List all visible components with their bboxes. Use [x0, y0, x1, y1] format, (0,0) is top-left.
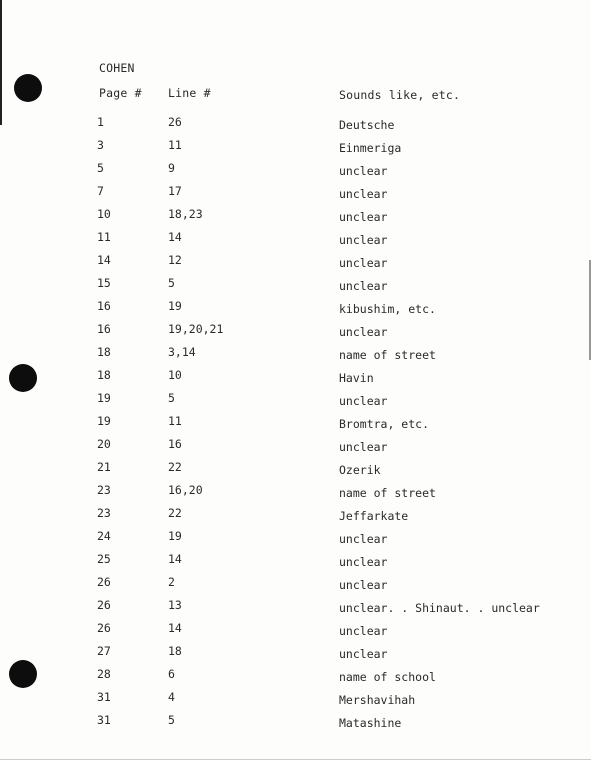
- cell-line-number: 5: [168, 276, 175, 290]
- cell-sounds-like: name of school: [339, 670, 436, 684]
- cell-line-number: 13: [168, 598, 182, 612]
- cell-line-number: 11: [168, 138, 182, 152]
- cell-page-number: 26: [97, 598, 111, 612]
- table-row: [0, 299, 591, 315]
- cell-sounds-like: unclear: [339, 210, 388, 224]
- cell-page-number: 16: [97, 299, 111, 313]
- table-row: [0, 253, 591, 269]
- cell-page-number: 7: [97, 184, 104, 198]
- cell-sounds-like: unclear: [339, 624, 388, 638]
- cell-line-number: 12: [168, 253, 182, 267]
- table-row: [0, 138, 591, 154]
- cell-sounds-like: unclear: [339, 233, 388, 247]
- cell-page-number: 26: [97, 575, 111, 589]
- table-row: [0, 115, 591, 131]
- cell-sounds-like: Jeffarkate: [339, 509, 409, 523]
- cell-page-number: 18: [97, 345, 111, 359]
- cell-sounds-like: unclear: [339, 555, 388, 569]
- cell-page-number: 23: [97, 483, 111, 497]
- table-row: [0, 621, 591, 637]
- cell-line-number: 2: [168, 575, 175, 589]
- cell-sounds-like: Mershavihah: [339, 693, 416, 707]
- cell-line-number: 18,23: [168, 207, 203, 221]
- cell-page-number: 24: [97, 529, 111, 543]
- cell-sounds-like: Einmeriga: [339, 141, 402, 155]
- cell-line-number: 9: [168, 161, 175, 175]
- cell-page-number: 19: [97, 414, 111, 428]
- cell-line-number: 11: [168, 414, 182, 428]
- cell-page-number: 31: [97, 690, 111, 704]
- table-row: [0, 230, 591, 246]
- document-title: COHEN: [99, 61, 135, 75]
- cell-sounds-like: unclear: [339, 164, 388, 178]
- cell-sounds-like: name of street: [339, 486, 436, 500]
- cell-line-number: 10: [168, 368, 182, 382]
- cell-sounds-like: Matashine: [339, 716, 402, 730]
- cell-line-number: 17: [168, 184, 182, 198]
- cell-page-number: 16: [97, 322, 111, 336]
- cell-line-number: 14: [168, 621, 182, 635]
- table-row: [0, 690, 591, 706]
- table-row: [0, 506, 591, 522]
- cell-sounds-like: Bromtra, etc.: [339, 417, 430, 431]
- cell-line-number: 4: [168, 690, 175, 704]
- cell-sounds-like: Deutsche: [339, 118, 395, 132]
- cell-sounds-like: unclear: [339, 187, 388, 201]
- cell-line-number: 22: [168, 460, 182, 474]
- cell-line-number: 19: [168, 299, 182, 313]
- cell-page-number: 19: [97, 391, 111, 405]
- cell-page-number: 18: [97, 368, 111, 382]
- cell-sounds-like: Ozerik: [339, 463, 381, 477]
- cell-sounds-like: unclear: [339, 279, 388, 293]
- cell-sounds-like: unclear: [339, 647, 388, 661]
- cell-line-number: 14: [168, 552, 182, 566]
- table-row: [0, 437, 591, 453]
- table-row: [0, 161, 591, 177]
- cell-line-number: 5: [168, 713, 175, 727]
- table-row: [0, 460, 591, 476]
- table-row: [0, 184, 591, 200]
- cell-line-number: 19,20,21: [168, 322, 224, 336]
- cell-sounds-like: unclear: [339, 578, 388, 592]
- cell-line-number: 14: [168, 230, 182, 244]
- cell-page-number: 3: [97, 138, 104, 152]
- header-line-number: Line #: [168, 86, 211, 100]
- header-page-number: Page #: [99, 86, 142, 100]
- table-row: [0, 598, 591, 614]
- cell-page-number: 15: [97, 276, 111, 290]
- table-row: [0, 575, 591, 591]
- table-row: [0, 207, 591, 223]
- cell-sounds-like: unclear: [339, 325, 388, 339]
- cell-page-number: 21: [97, 460, 111, 474]
- cell-page-number: 5: [97, 161, 104, 175]
- table-row: [0, 345, 591, 361]
- table-row: [0, 483, 591, 499]
- cell-page-number: 31: [97, 713, 111, 727]
- cell-sounds-like: unclear. . Shinaut. . unclear: [339, 601, 540, 615]
- cell-line-number: 16,20: [168, 483, 203, 497]
- cell-sounds-like: unclear: [339, 394, 388, 408]
- cell-page-number: 25: [97, 552, 111, 566]
- cell-page-number: 11: [97, 230, 111, 244]
- table-row: [0, 713, 591, 729]
- cell-line-number: 3,14: [168, 345, 196, 359]
- cell-line-number: 19: [168, 529, 182, 543]
- header-sounds-like: Sounds like, etc.: [339, 88, 461, 102]
- cell-line-number: 22: [168, 506, 182, 520]
- cell-page-number: 23: [97, 506, 111, 520]
- cell-page-number: 27: [97, 644, 111, 658]
- cell-sounds-like: Havin: [339, 371, 374, 385]
- cell-line-number: 26: [168, 115, 182, 129]
- cell-sounds-like: unclear: [339, 532, 388, 546]
- cell-sounds-like: kibushim, etc.: [339, 302, 436, 316]
- table-row: [0, 644, 591, 660]
- cell-page-number: 10: [97, 207, 111, 221]
- cell-line-number: 16: [168, 437, 182, 451]
- cell-page-number: 1: [97, 115, 104, 129]
- cell-line-number: 18: [168, 644, 182, 658]
- cell-line-number: 6: [168, 667, 175, 681]
- cell-sounds-like: name of street: [339, 348, 436, 362]
- table-row: [0, 667, 591, 683]
- cell-page-number: 20: [97, 437, 111, 451]
- table-row: [0, 391, 591, 407]
- table-row: [0, 368, 591, 384]
- table-row: [0, 529, 591, 545]
- cell-sounds-like: unclear: [339, 440, 388, 454]
- cell-page-number: 26: [97, 621, 111, 635]
- table-row: [0, 276, 591, 292]
- cell-page-number: 14: [97, 253, 111, 267]
- cell-line-number: 5: [168, 391, 175, 405]
- cell-sounds-like: unclear: [339, 256, 388, 270]
- table-row: [0, 552, 591, 568]
- table-row: [0, 322, 591, 338]
- cell-page-number: 28: [97, 667, 111, 681]
- table-row: [0, 414, 591, 430]
